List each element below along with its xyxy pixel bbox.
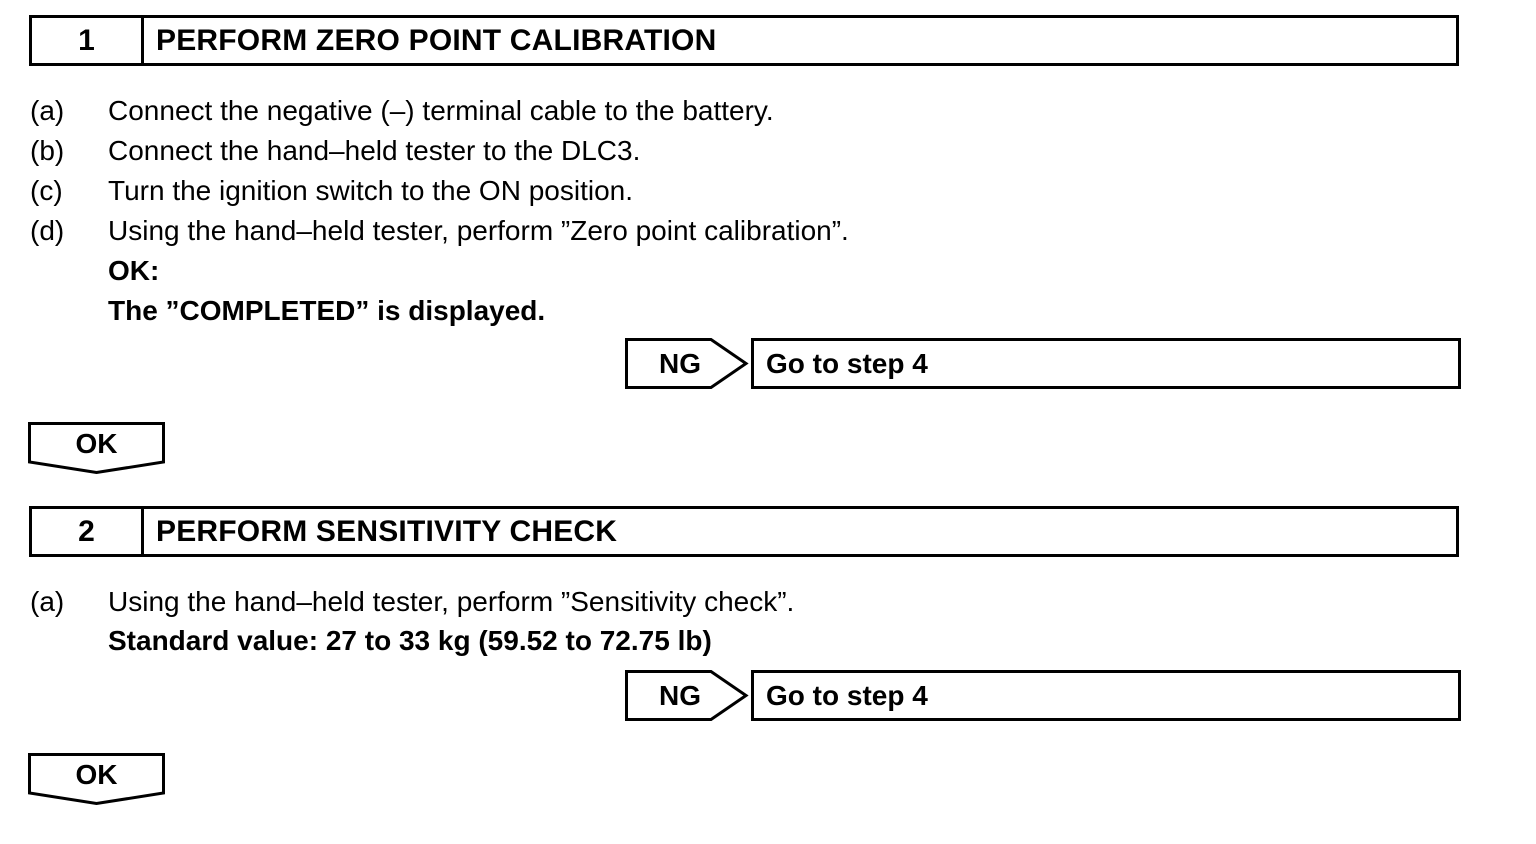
step-number: 1 <box>32 18 144 63</box>
step-title: PERFORM ZERO POINT CALIBRATION <box>156 23 717 57</box>
item-text: Connect the hand–held tester to the DLC3. <box>108 135 641 166</box>
item-letter: (d) <box>30 215 65 246</box>
step-2-header <box>29 506 1459 557</box>
step-number: 2 <box>32 509 144 554</box>
ng-branch[interactable] <box>625 338 1461 389</box>
item-text: Using the hand–held tester, perform ”Sensitivity check”. <box>108 586 795 617</box>
ok-branch[interactable] <box>28 422 165 474</box>
ng-target-link[interactable]: Go to step 4 <box>751 670 1461 721</box>
result-label: OK: <box>108 255 160 286</box>
ng-label: NG <box>659 347 701 379</box>
ok-branch[interactable] <box>28 753 165 805</box>
item-text: Using the hand–held tester, perform ”Zero point calibration”. <box>108 215 849 246</box>
item-text: Connect the negative (–) terminal cable to the battery. <box>108 95 774 126</box>
item-letter: (a) <box>30 586 65 617</box>
ng-branch[interactable] <box>625 670 1461 721</box>
ng-label: NG <box>659 679 701 711</box>
item-text: Turn the ignition switch to the ON position. <box>108 175 633 206</box>
step-1-header <box>29 15 1459 66</box>
result-text: The ”COMPLETED” is displayed. <box>108 295 546 326</box>
ng-target-link[interactable]: Go to step 4 <box>751 338 1461 389</box>
standard-value: Standard value: 27 to 33 kg (59.52 to 72.75 lb) <box>108 625 712 656</box>
item-letter: (b) <box>30 135 65 166</box>
item-letter: (a) <box>30 95 65 126</box>
ok-label: OK <box>75 428 118 459</box>
ok-label: OK <box>75 759 118 790</box>
step-title: PERFORM SENSITIVITY CHECK <box>156 514 618 548</box>
item-letter: (c) <box>30 175 63 206</box>
